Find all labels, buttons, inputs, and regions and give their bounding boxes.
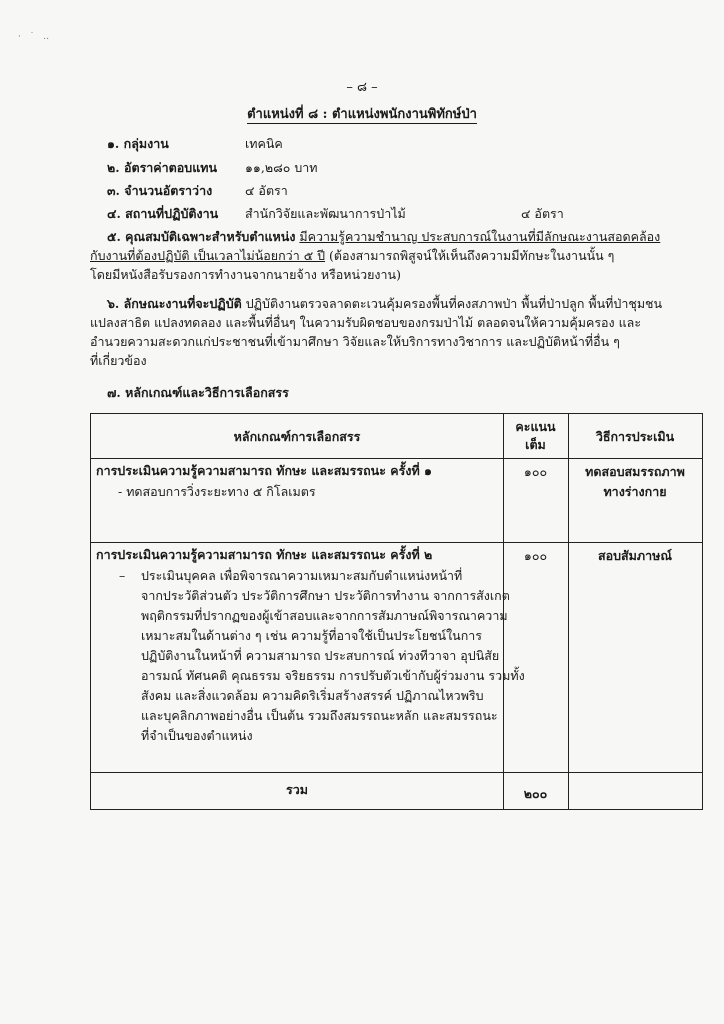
item-workplace-value: สำนักวิจัยและพัฒนาการป่าไม้ — [245, 206, 406, 221]
item-workplace-count: ๔ อัตรา — [521, 206, 564, 221]
duties-line-1: ปฏิบัติงานตรวจลาดตะเวนคุ้มครองพื้นที่คงสภาพป่า พื้นที่ป่าปลูก พื้นที่ป่าชุมชน — [241, 296, 663, 311]
section-2-score: ๑๐๐ — [523, 548, 548, 563]
total-score: ๒๐๐ — [523, 786, 548, 801]
qualification-underlined-1: มีความรู้ความชำนาญ ประสบการณ์ในงานที่มีลักษณะงานสอดคล้อง — [299, 229, 661, 244]
section-2-title: การประเมินความรู้ความสามารถ ทักษะ และสมรรถนะ ครั้งที่ ๒ — [96, 547, 433, 562]
section-1-bullet: - ทดสอบการวิ่งระยะทาง ๕ กิโลเมตร — [118, 484, 316, 499]
item-vacancy-value: ๔ อัตรา — [245, 183, 288, 198]
section-2-method: สอบสัมภาษณ์ — [597, 548, 673, 563]
duties-line-3: อำนวยความสะดวกแก่ประชาชนที่เข้ามาศึกษา วิจัยและให้บริการทางวิชาการ และปฏิบัติหน้าที่อื่น ๆ — [90, 334, 620, 349]
position-title — [0, 103, 724, 124]
duties-paragraph — [90, 294, 690, 370]
criteria-heading: ๗. หลักเกณฑ์และวิธีการเลือกสรร — [107, 385, 289, 400]
section-1-title: การประเมินความรู้ความสามารถ ทักษะ และสมรรถนะ ครั้งที่ ๑ — [96, 463, 432, 478]
item-group-label: ๑. กลุ่มงาน — [107, 136, 169, 151]
item-group-value: เทคนิค — [245, 136, 283, 151]
section-2-line: ปฏิบัติงานในหน้าที่ ความสามารถ ประสบการณ์ ท่วงทีวาจา อุปนิสัย — [141, 648, 500, 663]
section-2-line: เหมาะสมในด้านต่าง ๆ เช่น ความรู้ที่อาจใช้เป็นประโยชน์ในการ — [141, 628, 483, 643]
qualification-rest-2: (ต้องสามารถพิสูจน์ให้เห็นถึงความมีทักษะในงานนั้น ๆ — [325, 248, 615, 263]
duties-label: ๖. ลักษณะงานที่จะปฏิบัติ — [107, 296, 242, 311]
position-title-text: ตำแหน่งที่ ๘ : ตำแหน่งพนักงานพิทักษ์ป่า — [247, 107, 477, 122]
section-2-line: พฤติกรรมที่ปรากฏของผู้เข้าสอบและจากการสัมภาษณ์พิจารณาความ — [141, 608, 508, 623]
section-2-dash: – — [119, 568, 126, 583]
total-label: รวม — [286, 782, 308, 797]
section-2-line: จากประวัติส่วนตัว ประวัติการศึกษา ประวัติการทำงาน จากการสังเกต — [141, 588, 510, 603]
item-vacancy-label: ๓. จำนวนอัตราว่าง — [107, 183, 213, 198]
qualification-underlined-2: กับงานที่ต้องปฏิบัติ เป็นเวลาไม่น้อยกว่า ๕ ปี — [90, 248, 326, 263]
header-score-1: คะแนน — [515, 419, 556, 434]
criteria-table — [90, 413, 703, 810]
header-method: วิธีการประเมิน — [595, 429, 675, 444]
duties-line-4: ที่เกี่ยวข้อง — [90, 353, 147, 368]
header-score-2: เต็ม — [525, 437, 546, 452]
section-2-line: และบุคลิกภาพอย่างอื่น เป็นต้น รวมถึงสมรรถนะหลัก และสมรรถนะ — [141, 708, 498, 723]
item-wage-label: ๒. อัตราค่าตอบแทน — [107, 160, 218, 175]
qualification-line-3: โดยมีหนังสือรับรองการทำงานจากนายจ้าง หรือหน่วยงาน) — [90, 267, 401, 282]
qualification-label: ๕. คุณสมบัติเฉพาะสำหรับตำแหน่ง — [107, 229, 296, 244]
item-wage-value: ๑๑,๒๘๐ บาท — [245, 160, 318, 175]
duties-line-2: แปลงสาธิต แปลงทดลอง และพื้นที่อื่นๆ ในความรับผิดชอบของกรมป่าไม้ ตลอดจนให้ความคุ้มครอง และ — [90, 315, 642, 330]
header-criteria: หลักเกณฑ์การเลือกสรร — [233, 429, 361, 444]
table-section-rule — [91, 542, 702, 543]
qualification-paragraph — [90, 227, 690, 284]
table-total-rule — [91, 772, 702, 773]
section-2-line: ที่จำเป็นของตำแหน่ง — [141, 728, 253, 743]
table-header-rule — [91, 458, 702, 459]
page-number: – ๘ – — [346, 80, 378, 95]
section-1-method-1: ทดสอบสมรรถภาพ — [585, 464, 685, 479]
section-2-line: สังคม และสิ่งแวดล้อม ความคิดริเริ่มสร้างสรรค์ ปฏิภาณไหวพริบ — [141, 688, 484, 703]
scan-specks: · ˙ ‥ — [18, 32, 53, 42]
section-2-line: อารมณ์ ทัศนคติ คุณธรรม จริยธรรม การปรับตัวเข้ากับผู้ร่วมงาน รวมทั้ง — [141, 668, 525, 683]
section-1-score: ๑๐๐ — [523, 464, 548, 479]
item-workplace-label: ๔. สถานที่ปฏิบัติงาน — [107, 206, 219, 221]
section-2-description — [141, 566, 525, 746]
section-2-line: ประเมินบุคคล เพื่อพิจารณาความเหมาะสมกับตำแหน่งหน้าที่ — [141, 568, 463, 583]
section-1-method-2: ทางร่างกาย — [603, 484, 667, 499]
